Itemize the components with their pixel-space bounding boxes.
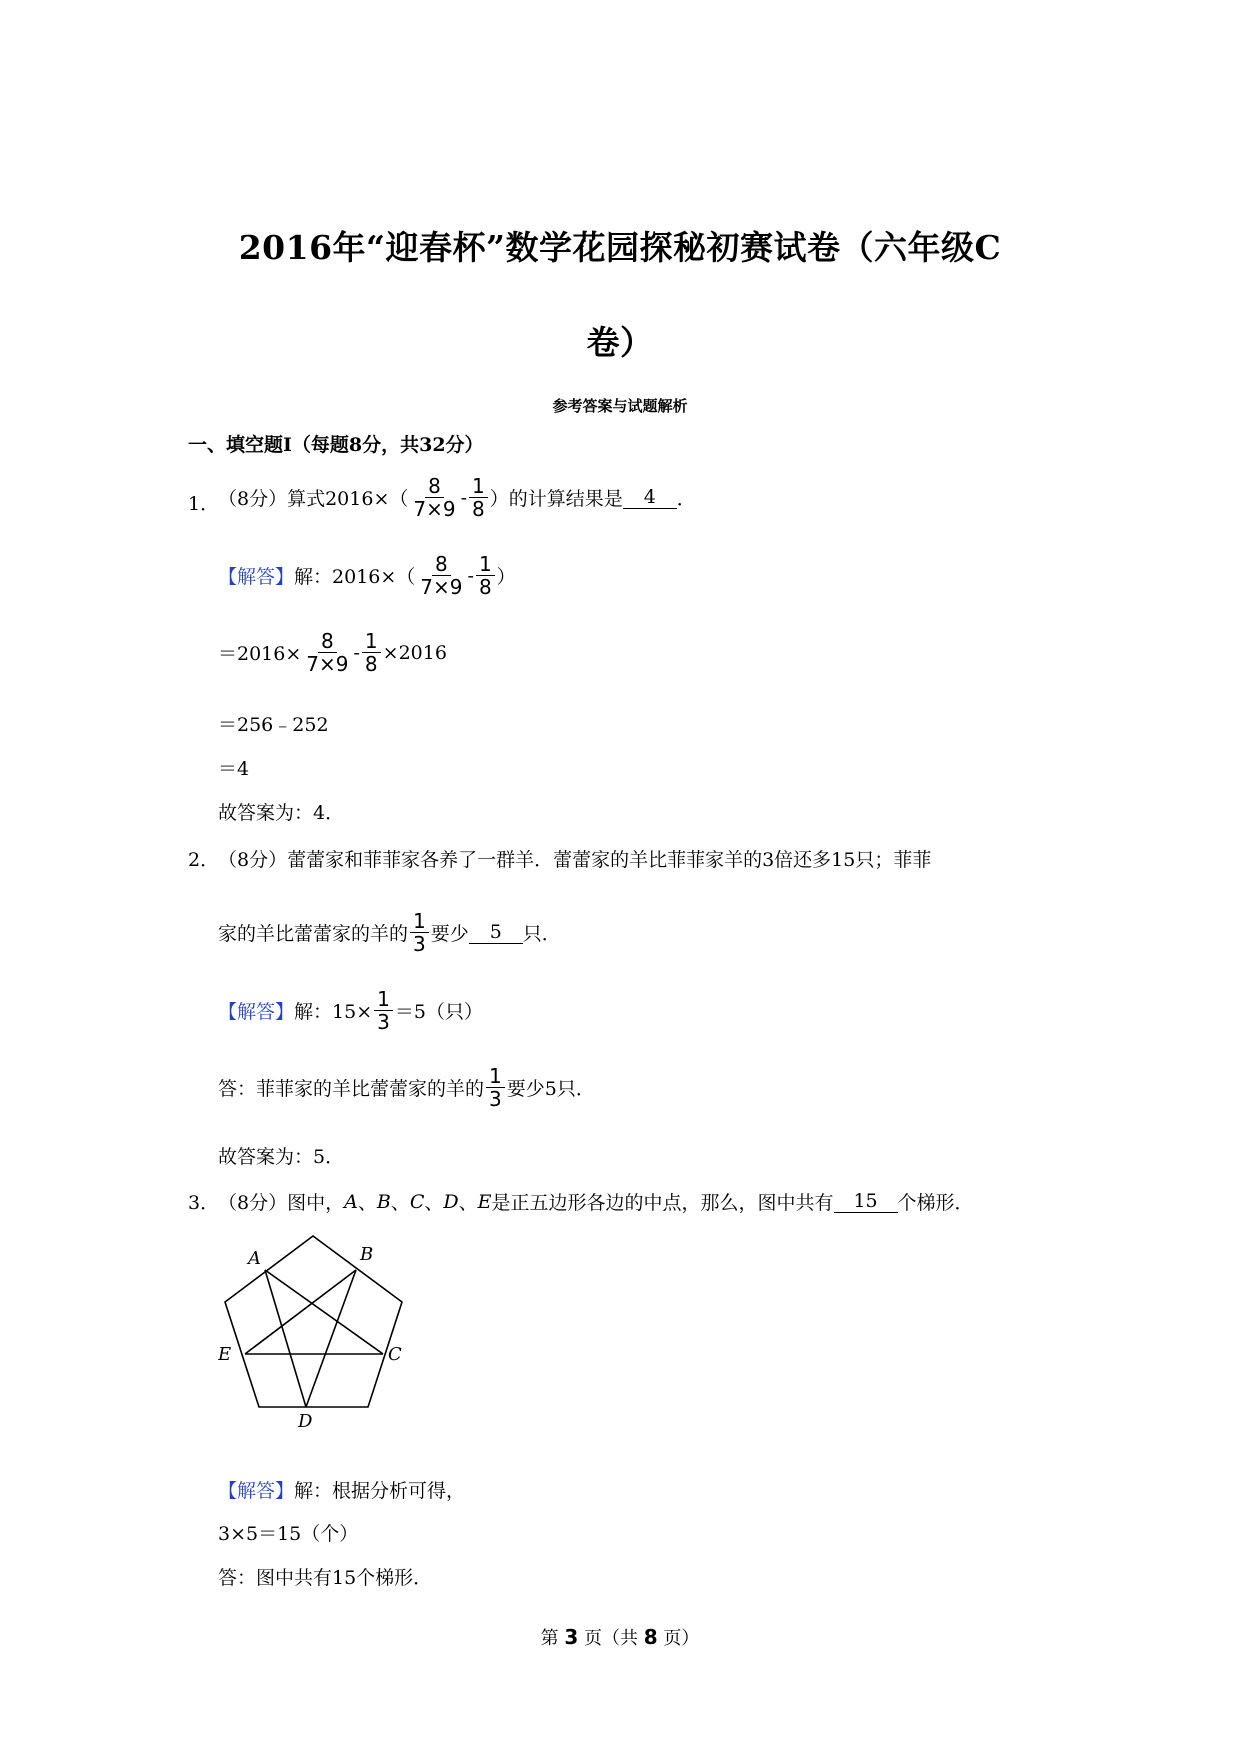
q2-solution-post: ＝5（只） bbox=[394, 1001, 483, 1023]
label-b: B bbox=[360, 1244, 374, 1265]
q3-sep-3: 、 bbox=[424, 1192, 444, 1214]
q2-answer-blank: 5 bbox=[469, 921, 523, 944]
q2-line2-mid: 要少 bbox=[430, 923, 469, 945]
q2-question-line-2 bbox=[218, 910, 561, 955]
q1-frac1-num: 8 bbox=[425, 475, 444, 498]
q1-solution-line bbox=[218, 553, 516, 598]
segment-b-d bbox=[306, 1270, 356, 1407]
q3-question bbox=[218, 1188, 974, 1215]
page-footer bbox=[0, 1624, 1240, 1650]
q3-solution-text: 解：根据分析可得， bbox=[294, 1480, 466, 1502]
q1-solution-pre: 解：2016×（ bbox=[294, 566, 416, 588]
title-line-2: 卷） bbox=[586, 323, 654, 362]
q2-ans-fraction bbox=[486, 1065, 505, 1110]
q3-sep-4: 、 bbox=[458, 1192, 478, 1214]
q1-step-3: ＝4 bbox=[218, 758, 250, 780]
q3-final: 答：图中共有15个梯形． bbox=[218, 1567, 433, 1589]
q1-answer-blank: 4 bbox=[623, 486, 677, 509]
q3-text-mid: 是正五边形各边的中点，那么，图中共有 bbox=[491, 1192, 834, 1214]
q3-var-e: E bbox=[477, 1190, 492, 1213]
q2-sol-frac-num: 1 bbox=[374, 988, 393, 1011]
q2-final: 故答案为：5． bbox=[218, 1146, 345, 1168]
q2-ans-frac-num: 1 bbox=[486, 1065, 505, 1088]
q1-sol-frac2-num: 1 bbox=[476, 553, 495, 576]
q1-sol-frac1-den: 7×9 bbox=[420, 575, 463, 599]
q2-sol-fraction bbox=[374, 988, 393, 1033]
section-heading: 一、填空题Ⅰ（每题8分，共32分） bbox=[188, 434, 484, 456]
q1-text-pre: （8分）算式2016×（ bbox=[218, 488, 409, 510]
q2-solution-pre: 解：15× bbox=[294, 1001, 373, 1023]
q1-step1-minus: - bbox=[353, 641, 360, 664]
q1-sol-fraction-1 bbox=[417, 553, 465, 598]
q3-sep-1: 、 bbox=[357, 1192, 377, 1214]
q3-text-end: 个梯形． bbox=[897, 1192, 974, 1214]
q1-frac2-den: 8 bbox=[472, 497, 485, 521]
q2-line2-end: 只． bbox=[522, 923, 561, 945]
label-d: D bbox=[298, 1411, 313, 1432]
q2-sol-frac-den: 3 bbox=[377, 1010, 390, 1034]
q1-sol-fraction-2 bbox=[476, 553, 495, 598]
segment-b-e bbox=[245, 1270, 356, 1354]
q1-fraction-1 bbox=[410, 475, 458, 520]
q3-text-pre: （8分）图中， bbox=[218, 1192, 345, 1214]
q1-minus: - bbox=[460, 486, 468, 509]
q1-solution-close: ） bbox=[496, 566, 516, 588]
q2-ans-frac-den: 3 bbox=[489, 1087, 502, 1111]
q1-step-2: ＝256﹣252 bbox=[218, 714, 329, 736]
segment-a-c bbox=[265, 1270, 383, 1354]
segment-a-d bbox=[265, 1270, 306, 1407]
q1-number: 1． bbox=[188, 493, 220, 515]
q1-step1-fraction-1 bbox=[303, 630, 351, 675]
q1-step-1 bbox=[218, 630, 447, 675]
q3-var-b: B bbox=[376, 1190, 391, 1213]
q2-number: 2． bbox=[188, 849, 220, 871]
label-c: C bbox=[388, 1344, 402, 1365]
q3-number: 3． bbox=[188, 1192, 220, 1214]
q1-sol-frac2-den: 8 bbox=[478, 575, 492, 599]
q1-text-end: ． bbox=[676, 488, 696, 510]
footer-page-number: 3 bbox=[564, 1625, 579, 1649]
q1-sol-minus: - bbox=[467, 564, 474, 587]
q1-solution-tag: 【解答】 bbox=[218, 566, 295, 588]
q3-var-c: C bbox=[409, 1190, 425, 1213]
q1-step1-fraction-2 bbox=[362, 630, 381, 675]
title-line-1: 2016年“迎春杯”数学花园探秘初赛试卷（六年级C bbox=[238, 228, 1002, 267]
q1-fraction-2 bbox=[469, 475, 488, 520]
footer-mid: 页（共 bbox=[584, 1628, 638, 1649]
q3-step-1: 3×5＝15（个） bbox=[218, 1523, 359, 1545]
q2-frac-den: 3 bbox=[413, 932, 426, 956]
q1-step1-pre: ＝2016× bbox=[218, 643, 302, 665]
q1-step1-frac2-num: 1 bbox=[362, 630, 381, 653]
subtitle: 参考答案与试题解析 bbox=[552, 397, 688, 415]
q1-frac1-den: 7×9 bbox=[413, 497, 456, 521]
q1-frac2-num: 1 bbox=[469, 475, 488, 498]
q1-step1-frac1-num: 8 bbox=[318, 630, 337, 653]
q1-text-mid: ）的计算结果是 bbox=[489, 488, 623, 510]
q3-sep-2: 、 bbox=[390, 1192, 410, 1214]
q1-sol-frac1-num: 8 bbox=[432, 553, 451, 576]
label-e: E bbox=[218, 1344, 232, 1365]
label-a: A bbox=[248, 1248, 261, 1269]
q3-var-a: A bbox=[344, 1190, 358, 1213]
q3-solution-tag: 【解答】 bbox=[218, 1480, 295, 1502]
q2-ans-pre: 答：菲菲家的羊比蕾蕾家的羊的 bbox=[218, 1078, 485, 1100]
q2-fraction bbox=[410, 910, 429, 955]
q2-frac-num: 1 bbox=[410, 910, 429, 933]
q2-line2-pre: 家的羊比蕾蕾家的羊的 bbox=[218, 923, 409, 945]
q2-question-line-1: （8分）蕾蕾家和菲菲家各养了一群羊．蕾蕾家的羊比菲菲家羊的3倍还多15只；菲菲 bbox=[218, 849, 932, 871]
footer-post: 页） bbox=[663, 1628, 700, 1649]
q1-question bbox=[218, 475, 696, 520]
footer-pre: 第 bbox=[540, 1628, 559, 1649]
q3-answer-blank: 15 bbox=[834, 1190, 898, 1213]
q3-solution-line bbox=[218, 1476, 465, 1503]
q1-step1-frac1-den: 7×9 bbox=[306, 652, 349, 676]
q1-final: 故答案为：4． bbox=[218, 802, 345, 824]
q1-step1-post: ×2016 bbox=[382, 641, 447, 664]
q1-step1-frac2-den: 8 bbox=[364, 652, 378, 676]
pentagon-figure bbox=[218, 1232, 418, 1432]
footer-total-pages: 8 bbox=[643, 1625, 658, 1649]
q2-solution-tag: 【解答】 bbox=[218, 1001, 295, 1023]
q2-ans-post: 要少5只． bbox=[506, 1078, 595, 1100]
q3-var-d: D bbox=[443, 1190, 459, 1213]
q2-answer-line bbox=[218, 1065, 595, 1110]
q2-solution-line bbox=[218, 988, 483, 1033]
